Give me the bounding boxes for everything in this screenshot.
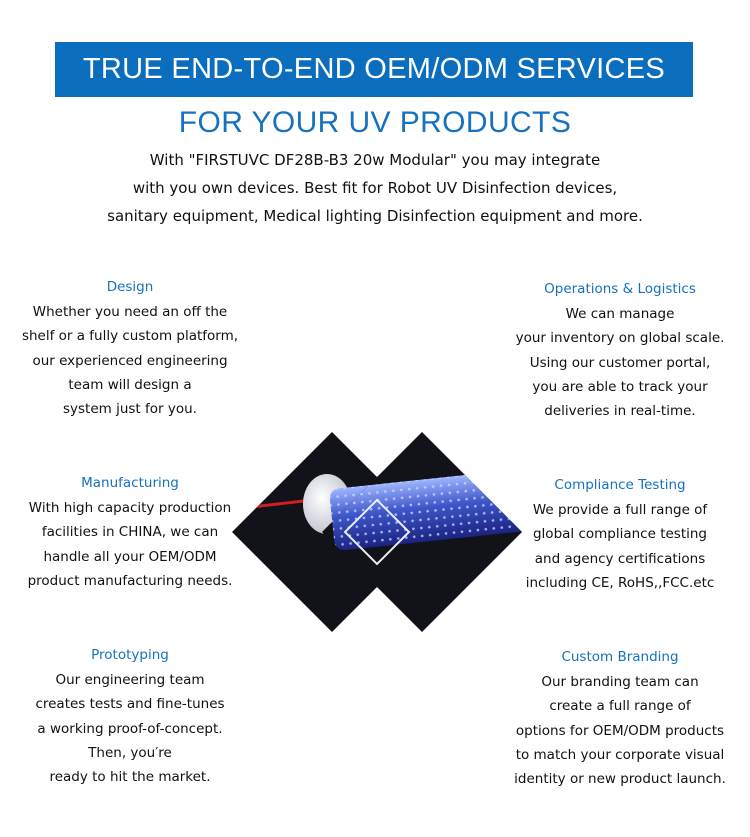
service-branding [495, 647, 745, 791]
service-line: our experienced engineering [32, 352, 228, 369]
service-line: create a full range of [549, 698, 691, 715]
uv-lamp-product-image [232, 432, 522, 632]
service-title: Prototyping [91, 647, 169, 663]
service-manufacturing [5, 473, 255, 593]
service-line: Our engineering team [55, 672, 205, 688]
service-line: shelf or a fully custom platform, [21, 328, 239, 345]
intro-line: with you own devices. Best fit for Robot UV Disinfection devices, [132, 179, 618, 197]
service-line: product manufacturing needs. [27, 572, 233, 589]
service-line: and agency certifications [534, 550, 706, 567]
service-line: deliveries in real-time. [544, 403, 696, 420]
service-line: system just for you. [63, 401, 197, 418]
service-line: facilities in CHINA, we can [41, 524, 219, 541]
service-line: We provide a full range of [532, 502, 708, 518]
service-prototyping [5, 645, 255, 789]
banner-title: TRUE END-TO-END OEM/ODM SERVICES [82, 53, 666, 85]
intro-line: sanitary equipment, Medical lighting Disinfection equipment and more. [107, 207, 643, 225]
service-operations [495, 279, 745, 423]
service-line: handle all your OEM/ODM [43, 548, 217, 565]
page-subtitle: FOR YOUR UV PRODUCTS [178, 106, 572, 139]
service-line: options for OEM/ODM products [515, 722, 725, 739]
service-compliance [495, 475, 745, 595]
service-line: including CE, RoHS,,FCC.etc [525, 574, 715, 591]
intro-line: With "FIRSTUVC DF28B-B3 20w Modular" you may integrate [149, 151, 601, 169]
service-title: Manufacturing [81, 475, 179, 491]
service-line: team will design a [68, 376, 192, 393]
service-line: Using our customer portal, [529, 354, 711, 371]
service-line: identity or new product launch. [514, 771, 726, 788]
service-title: Compliance Testing [554, 477, 686, 493]
service-line: ready to hit the market. [49, 769, 211, 786]
intro-text [0, 146, 750, 230]
service-line: to match your corporate visual [515, 746, 725, 763]
service-line: With high capacity production [28, 500, 232, 516]
service-line: We can manage [565, 306, 675, 322]
service-title: Operations & Logistics [544, 281, 696, 297]
service-title: Design [106, 279, 154, 295]
service-title: Custom Branding [561, 649, 679, 665]
service-line: Our branding team can [541, 674, 699, 690]
service-line: your inventory on global scale. [515, 330, 725, 347]
service-design [5, 277, 255, 421]
service-line: a working proof-of-concept. [37, 720, 223, 737]
service-line: Then, you′re [88, 744, 172, 761]
service-line: global compliance testing [532, 526, 708, 543]
service-line: creates tests and fine-tunes [35, 696, 225, 713]
service-line: you are able to track your [532, 378, 708, 395]
service-line: Whether you need an off the [32, 304, 228, 320]
header-banner [55, 42, 693, 97]
